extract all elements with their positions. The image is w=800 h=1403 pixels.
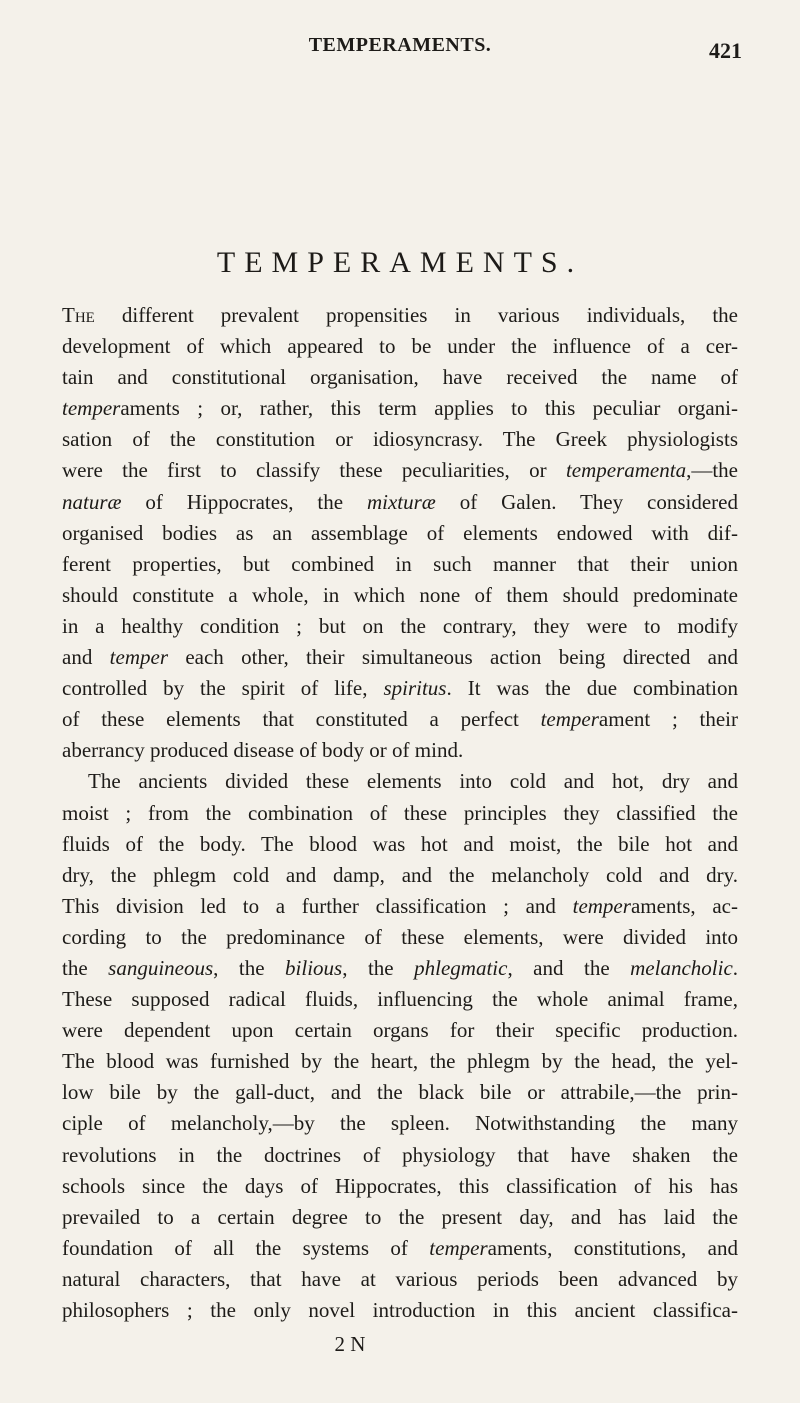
text-line: dry, the phlegm cold and damp, and the melancholy cold and dry.	[62, 862, 738, 887]
chapter-title: TEMPERAMENTS.	[216, 246, 584, 280]
text-line: This division led to a further classification ; and temperaments, ac-	[62, 893, 738, 918]
text-line: prevailed to a certain degree to the present day, and has laid the	[62, 1204, 738, 1229]
text-line: should constitute a whole, in which none of them should predominate	[62, 582, 738, 607]
text-line: ciple of melancholy,—by the spleen. Notwithstanding the many	[62, 1111, 738, 1136]
text-line: moist ; from the combination of these principles they classified the	[62, 800, 738, 825]
text-line: organised bodies as an assemblage of elements endowed with dif-	[62, 520, 738, 545]
text-line: These supposed radical fluids, influencing the whole animal frame,	[62, 987, 738, 1012]
body-text	[62, 300, 738, 1326]
text-line: aberrancy produced disease of body or of mind.	[62, 738, 464, 763]
text-line: and temper each other, their simultaneous action being directed and	[62, 645, 738, 670]
text-line: The ancients divided these elements into cold and hot, dry and	[88, 769, 738, 794]
text-line: cording to the predominance of these elements, were divided into	[62, 924, 738, 949]
text-line: of these elements that constituted a perfect temperament ; their	[62, 707, 738, 732]
running-head	[0, 32, 800, 62]
signature-mark: 2 N	[334, 1332, 366, 1356]
text-line: sation of the constitution or idiosyncrasy. The Greek physiologists	[62, 427, 738, 452]
text-line: ferent properties, but combined in such manner that their union	[62, 551, 738, 576]
text-line: revolutions in the doctrines of physiology that have shaken the	[62, 1142, 738, 1167]
text-line: low bile by the gall-duct, and the black bile or attrabile,—the prin-	[62, 1080, 738, 1105]
text-line: tain and constitutional organisation, have received the name of	[62, 365, 738, 390]
text-line: temperaments ; or, rather, this term applies to this peculiar organi-	[62, 396, 738, 421]
text-line: The different prevalent propensities in various individuals, the	[62, 303, 738, 327]
text-line: natural characters, that have at various periods been advanced by	[62, 1266, 738, 1291]
text-line: foundation of all the systems of temperaments, constitutions, and	[62, 1235, 738, 1260]
text-line: philosophers ; the only novel introduction in this ancient classifica-	[62, 1298, 738, 1322]
text-line: fluids of the body. The blood was hot and moist, the bile hot and	[62, 831, 738, 856]
text-line: were the first to classify these peculiarities, or temperamenta,—the	[62, 458, 738, 483]
running-title: TEMPERAMENTS.	[308, 34, 492, 56]
page-number: 421	[709, 38, 742, 63]
text-line: controlled by the spirit of life, spiritus. It was the due combination	[62, 676, 738, 701]
text-line: were dependent upon certain organs for their specific production.	[62, 1018, 738, 1043]
text-line: schools since the days of Hippocrates, this classification of his has	[62, 1173, 738, 1198]
text-line: naturæ of Hippocrates, the mixturæ of Galen. They considered	[62, 489, 738, 514]
text-line: in a healthy condition ; but on the contrary, they were to modify	[62, 613, 738, 638]
text-line: development of which appeared to be under the influence of a cer-	[62, 334, 738, 359]
text-line: the sanguineous, the bilious, the phlegmatic, and the melancholic.	[62, 955, 739, 980]
text-line: The blood was furnished by the heart, the phlegm by the head, the yel-	[62, 1049, 738, 1074]
